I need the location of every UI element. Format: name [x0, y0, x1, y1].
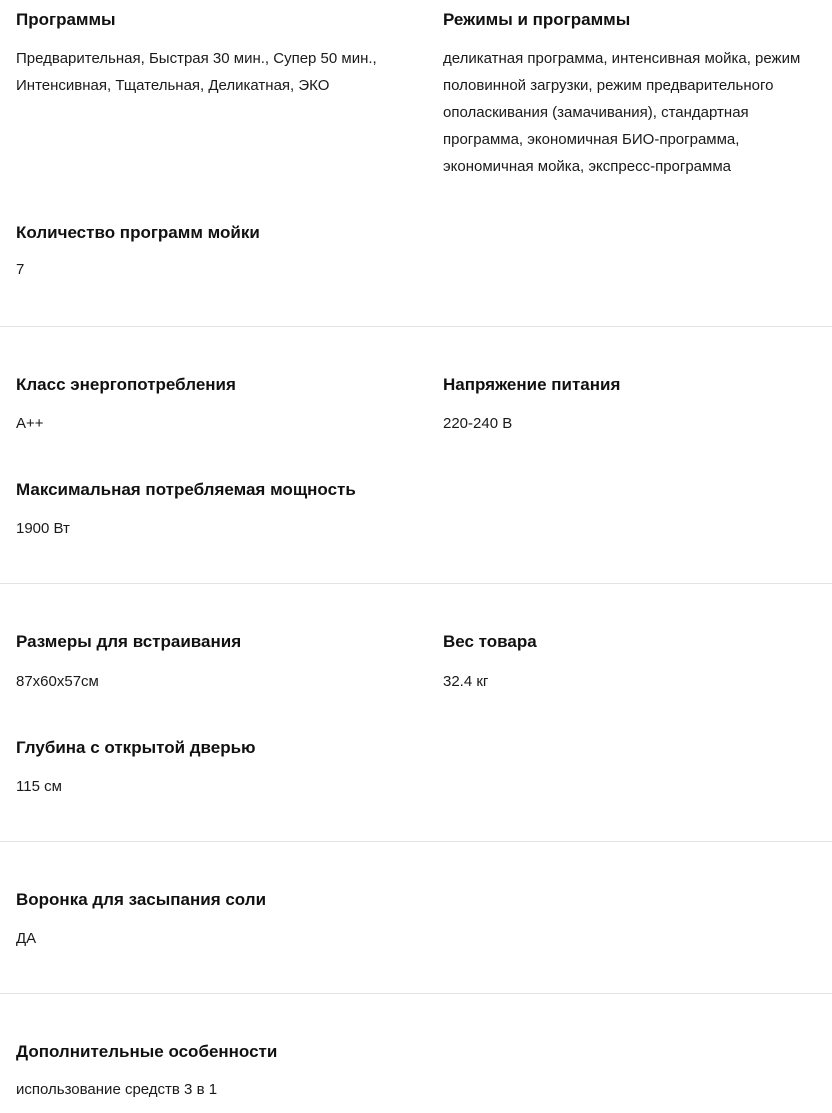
spec-additional-features — [16, 1042, 426, 1103]
spec-built-in-dimensions — [16, 632, 426, 695]
spec-label: Программы — [16, 10, 116, 29]
spec-value: 7 — [16, 261, 25, 278]
spec-label: Вес товара — [443, 632, 537, 651]
spec-value: 115 см — [16, 778, 62, 795]
spec-open-door-depth — [16, 738, 426, 800]
spec-weight — [443, 632, 828, 695]
spec-value: 87x60x57см — [16, 673, 99, 690]
spec-label: Режимы и программы — [443, 10, 631, 29]
spec-label: Воронка для засыпания соли — [16, 890, 267, 909]
spec-value: деликатная программа, интенсивная мойка, режим половинной загрузки, режим предварительного ополаскивания (замачивания), стандартная программа, экономичная БИО-программа, экономичная мойка, экспресс-программа — [443, 50, 801, 175]
spec-value: ДА — [16, 930, 37, 947]
spec-label: Напряжение питания — [443, 375, 621, 394]
spec-energy-class — [16, 375, 426, 437]
spec-label: Количество программ мойки — [16, 223, 260, 242]
spec-value: 220-240 В — [443, 415, 513, 432]
spec-value: A++ — [16, 415, 44, 432]
section-divider — [0, 326, 832, 327]
spec-label: Глубина с открытой дверью — [16, 738, 256, 757]
spec-salt-funnel — [16, 890, 426, 952]
section-divider — [0, 841, 832, 842]
spec-value: 32.4 кг — [443, 673, 489, 690]
spec-value: Предварительная, Быстрая 30 мин., Супер 50 мин., Интенсивная, Тщательная, Деликатная, ЭКО — [16, 50, 377, 94]
section-divider — [0, 583, 832, 584]
spec-value: 1900 Вт — [16, 520, 70, 537]
spec-modes-and-programs — [443, 10, 828, 180]
spec-supply-voltage — [443, 375, 828, 437]
spec-programs — [16, 10, 426, 99]
spec-value: использование средств 3 в 1 — [16, 1081, 218, 1098]
spec-label: Размеры для встраивания — [16, 632, 242, 651]
spec-label: Максимальная потребляемая мощность — [16, 480, 356, 499]
section-divider — [0, 993, 832, 994]
spec-wash-program-count — [16, 223, 426, 283]
spec-label: Дополнительные особенности — [16, 1042, 278, 1061]
spec-max-power — [16, 480, 426, 542]
spec-label: Класс энергопотребления — [16, 375, 236, 394]
